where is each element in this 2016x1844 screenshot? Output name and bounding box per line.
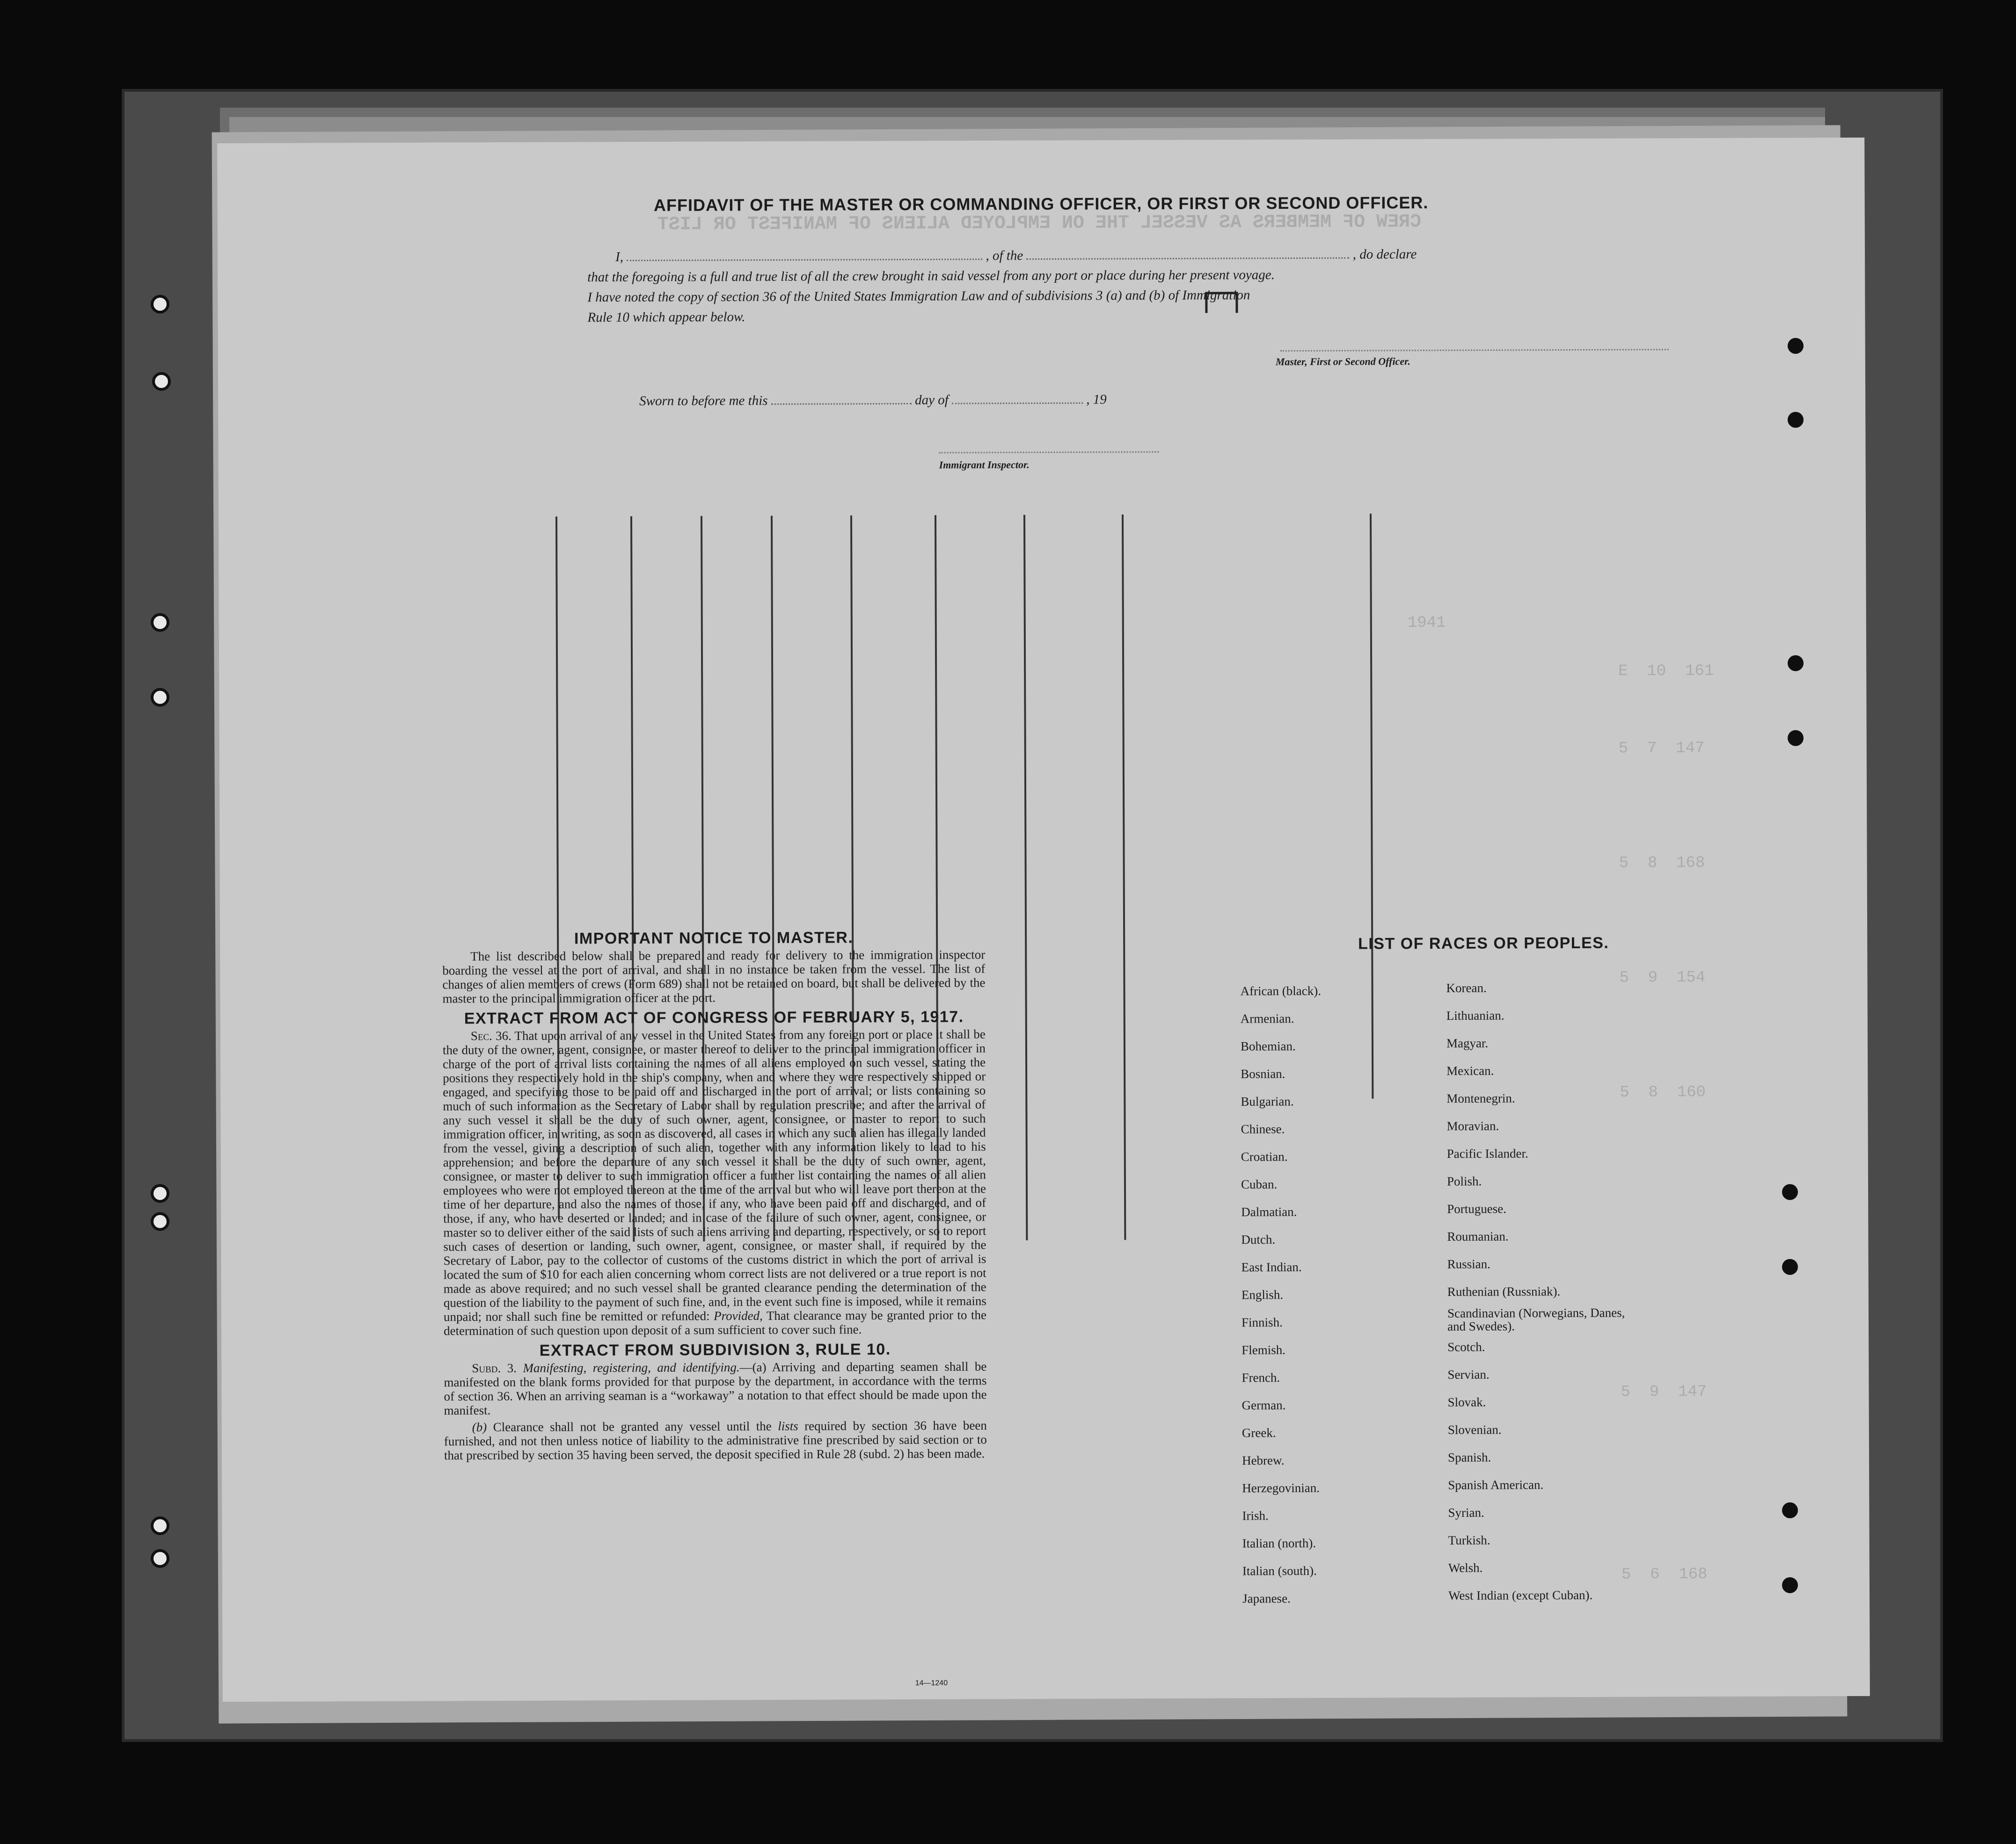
binder-hole	[151, 1212, 169, 1231]
bleed-through-text: 5 7 147	[1618, 739, 1705, 758]
notice-title: IMPORTANT NOTICE TO MASTER.	[574, 929, 854, 948]
race-item: Lithuanian.	[1446, 1008, 1505, 1023]
vessel-blank[interactable]	[1026, 248, 1349, 260]
b-body-1: Clearance shall not be granted any vessel until the	[493, 1419, 772, 1434]
binder-hole	[152, 372, 171, 391]
inspector-signature-line[interactable]	[939, 451, 1159, 454]
race-item: Russian.	[1447, 1257, 1490, 1271]
race-item: Chinese.	[1241, 1122, 1285, 1136]
race-item: West Indian (except Cuban).	[1448, 1588, 1593, 1603]
race-item: Cuban.	[1241, 1177, 1278, 1192]
race-item: English.	[1241, 1288, 1284, 1302]
race-item: Dutch.	[1241, 1232, 1276, 1247]
column-rule	[1122, 514, 1126, 1240]
bleed-through-text: 5 6 168	[1621, 1566, 1708, 1584]
race-item: Italian (south).	[1242, 1563, 1317, 1578]
affidavit-line-3: I have noted the copy of section 36 of the United States Immigration Law and of subdivisions 3 (a) and (b) of Immigration	[587, 287, 1250, 305]
race-item: Scandinavian (Norwegians, Danes, and Swedes).	[1447, 1305, 1625, 1333]
master-signature-line[interactable]	[1280, 349, 1669, 351]
race-item: Japanese.	[1242, 1591, 1291, 1606]
race-item: Herzegovinian.	[1242, 1480, 1320, 1495]
race-item: Dalmatian.	[1241, 1205, 1297, 1219]
punch-hole	[1782, 1184, 1798, 1200]
binder-hole	[151, 295, 169, 314]
section-body-2: That clearance may be granted prior to the determination of such question upon deposit of a sum sufficient to cover such fine.	[444, 1308, 987, 1338]
race-item: Bulgarian.	[1241, 1094, 1294, 1109]
form-number: 14—1240	[915, 1679, 948, 1687]
sworn-day-blank[interactable]	[771, 394, 912, 405]
subdivision-body: —(a) Arriving and departing seamen shall be manifested on the blank forms provided for that purpose by the department, in accordance with the terms of section 36. When an arriving seaman is a “workaway” a notation to that effect should be made upon the manifest.	[444, 1359, 987, 1418]
race-item: French.	[1242, 1370, 1280, 1385]
race-item: Slovak.	[1447, 1395, 1486, 1409]
race-item: Polish.	[1446, 1174, 1482, 1188]
race-item: Servian.	[1447, 1367, 1490, 1382]
races-column-1	[1240, 977, 1444, 1612]
punch-hole	[1782, 1259, 1798, 1275]
rule-title: EXTRACT FROM SUBDIVISION 3, RULE 10.	[539, 1340, 891, 1360]
punch-hole	[1782, 1577, 1798, 1593]
races-title: LIST OF RACES OR PEOPLES.	[1358, 934, 1609, 953]
race-item: Slovenian.	[1447, 1422, 1502, 1437]
bleed-through-text: 1941	[1407, 614, 1446, 632]
race-item: Hebrew.	[1242, 1453, 1285, 1468]
binder-hole	[151, 1549, 169, 1568]
binder-hole	[151, 1516, 169, 1535]
b-body-2: required by section 36 have been furnished, and not then unless notice of liability to the administrative fine prescribed by said section or to that prescribed by section 35 having been served, the deposit specified in Rule 28 (subd. 2) has been made.	[444, 1418, 987, 1463]
punch-hole	[1782, 1502, 1798, 1518]
race-item: Mexican.	[1446, 1063, 1494, 1078]
race-item: Italian (north).	[1242, 1536, 1316, 1551]
section-provided: Provided,	[714, 1309, 763, 1323]
race-item: Spanish.	[1447, 1450, 1491, 1464]
race-item: Croatian.	[1241, 1149, 1288, 1164]
race-item: African (black).	[1240, 983, 1321, 998]
manifest-page	[217, 138, 1870, 1702]
binder-hole	[151, 1184, 169, 1203]
race-item: German.	[1242, 1398, 1286, 1412]
punch-hole	[1788, 730, 1804, 746]
binder-hole	[151, 688, 169, 707]
subdivision-label: Subd. 3.	[472, 1361, 517, 1376]
affidavit-line-2: that the foregoing is a full and true list of all the crew brought in said vessel from any port or place during her present voyage.	[587, 267, 1275, 285]
race-item: Flemish.	[1242, 1343, 1286, 1357]
sworn-line	[639, 392, 1107, 409]
bleed-through-text: 5 9 154	[1619, 969, 1706, 987]
inspector-caption: Immigrant Inspector.	[939, 459, 1030, 471]
race-item: Bosnian.	[1241, 1067, 1286, 1081]
year-label: , 19	[1086, 392, 1107, 407]
affidavit-line-4: Rule 10 which appear below.	[587, 309, 745, 325]
race-item: Bohemian.	[1240, 1039, 1296, 1054]
bleed-through-text: 5 8 160	[1620, 1083, 1706, 1102]
act-title: EXTRACT FROM ACT OF CONGRESS OF FEBRUARY 5, 1917.	[464, 1008, 964, 1028]
bleed-through-text: E 10 161	[1618, 662, 1714, 681]
day-of-label: day of	[914, 392, 949, 408]
punch-hole	[1788, 655, 1804, 671]
race-item: Scotch.	[1447, 1339, 1485, 1354]
affidavit-line-1	[615, 247, 1417, 265]
name-blank[interactable]	[627, 249, 982, 261]
race-item: Montenegrin.	[1446, 1091, 1515, 1105]
affidavit-i-label: I,	[615, 249, 624, 265]
b-label: (b)	[472, 1420, 487, 1434]
race-item: Welsh.	[1448, 1560, 1483, 1575]
punch-hole	[1788, 338, 1804, 354]
bleed-through-text: 5 8 168	[1619, 854, 1705, 872]
notice-body: The list described below shall be prepared and ready for delivery to the immigration inspector boarding the vessel at the port of arrival, and shall in no instance be taken from the vessel. The list of changes of alien members of crews (Form 689) shall not be retained on board, but shall be delivered by the master to the principal immigration officer at the port.	[442, 947, 986, 1006]
binder-hole	[151, 613, 169, 632]
subdivision-3-text	[444, 1359, 986, 1417]
race-item: Armenian.	[1240, 1011, 1294, 1026]
race-item: Turkish.	[1448, 1533, 1490, 1547]
race-item: Finnish.	[1241, 1315, 1283, 1330]
race-item: Spanish American.	[1448, 1478, 1544, 1492]
race-item: Portuguese.	[1447, 1201, 1506, 1216]
master-caption: Master, First or Second Officer.	[1275, 355, 1410, 368]
affidavit-declare-label: , do declare	[1352, 247, 1417, 262]
section-body-1: That upon arrival of any vessel in the United States from any foreign port or place it shall be the duty of the owner, agent, consignee, or master thereof to deliver to the principal immigration officer in charge of the port of arrival lists containing the names of all aliens employed on such vessel, stating the positions they respectively hold in the ship's company, when and where they were respectively shipped or engaged, and specifying those to be paid off and discharged in the port of arrival; or lists containing so much of such information as the Secretary of Labor shall by regulation prescribe; and after the arrival of any such vessel it shall be the duty of such owner, agent, consignee, or master to report to such immigration officer, in writing, as soon as discovered, all cases in which any such alien has illegally landed from the vessel, giving a description of such alien, together with any information likely to lead to his apprehension; and before the departure of any such vessel it shall be the duty of such owner, agent, consignee, or master to deliver to such immigration officer a further list containing the names of all alien employees who were not employed thereon at the time of the arrival but who will leave port thereon at the time of her departure, and also the names of those, if any, who have been paid off and discharged, and of those, if any, who have deserted or landed; and in case of the failure of such owner, agent, consignee, or master so to deliver either of the said lists of such aliens arriving and departing, respectively, or so to report such cases of desertion or landing, such owner, agent, consignee, or master shall, if required by the Secretary of Labor, pay to the collector of customs of the customs district in which the port of arrival is located the sum of $10 for each alien concerning whom correct lists are not delivered or a true report is not made as above required; and no such vessel shall be granted clearance pending the determination of the question of the liability to the payment of such fine, and, in the event such fine is imposed, while it remains unpaid; nor shall such fine be remitted or refunded:	[442, 1027, 986, 1324]
subdivision-b-text	[444, 1418, 987, 1462]
race-item: Moravian.	[1446, 1119, 1499, 1133]
race-item: Roumanian.	[1447, 1229, 1509, 1244]
section-36-text	[443, 1027, 986, 1338]
sworn-month-blank[interactable]	[952, 393, 1083, 404]
sworn-label: Sworn to before me this	[639, 393, 768, 409]
race-item: Syrian.	[1448, 1505, 1484, 1520]
race-item: Ruthenian (Russniak).	[1447, 1284, 1561, 1299]
race-item: Magyar.	[1446, 1036, 1489, 1050]
races-column-2	[1446, 973, 1692, 1610]
affidavit-of-the-label: , of the	[986, 248, 1023, 263]
notice-block	[442, 927, 987, 1465]
race-item: Irish.	[1242, 1508, 1269, 1523]
bleed-through-text: CREW OF MEMBERS AS VESSEL THE ON EMPLOYED ALIENS OF MANIFEST OR LIST	[657, 212, 1422, 235]
b-lists: lists	[778, 1419, 798, 1433]
subdivision-heading: Manifesting, registering, and identifying.	[523, 1360, 740, 1375]
race-item: East Indian.	[1241, 1260, 1302, 1274]
section-label: Sec. 36.	[470, 1028, 511, 1043]
punch-hole	[1788, 412, 1804, 428]
race-item: Korean.	[1446, 981, 1487, 995]
race-item: Pacific Islander.	[1446, 1146, 1528, 1161]
bleed-through-text: 5 9 147	[1621, 1383, 1707, 1401]
column-rule	[1023, 515, 1028, 1240]
race-item: Greek.	[1242, 1426, 1276, 1440]
affidavit-title: AFFIDAVIT OF THE MASTER OR COMMANDING OFFICER, OR FIRST OR SECOND OFFICER.	[653, 193, 1429, 215]
